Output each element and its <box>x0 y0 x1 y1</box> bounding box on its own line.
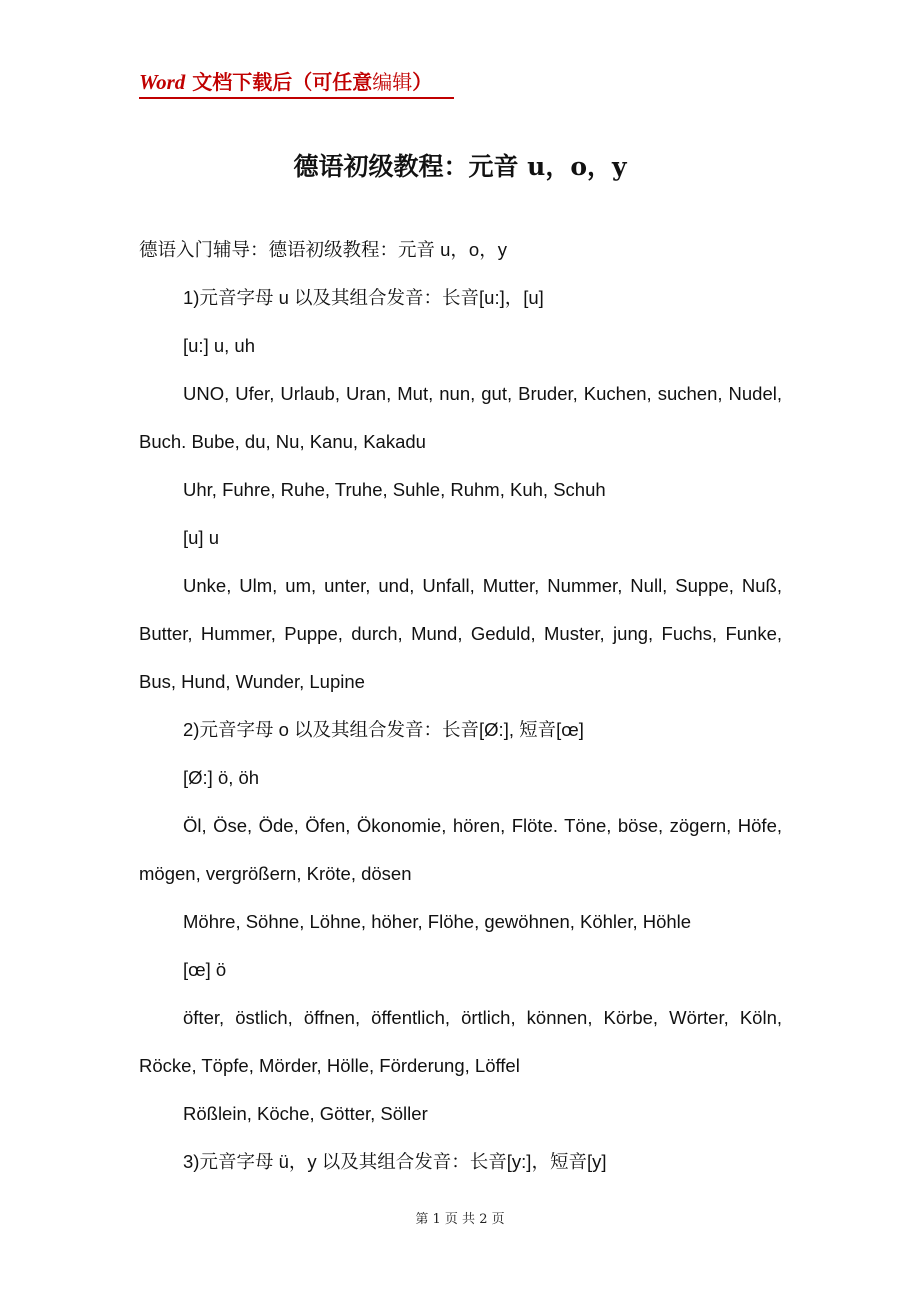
banner-word: Word <box>139 70 186 94</box>
paragraph: Möhre, Söhne, Löhne, höher, Flöhe, gewöhnen, Köhler, Höhle <box>183 911 692 932</box>
paragraph: 2)元音字母 o 以及其组合发音：长音[Ø:], 短音[œ] <box>183 719 584 740</box>
paragraph: Uhr, Fuhre, Ruhe, Truhe, Suhle, Ruhm, Kuh, Schuh <box>183 479 606 500</box>
page-footer: 第 1 页 共 2 页 <box>415 1212 505 1227</box>
banner-text: 文档下载后（可任意 <box>185 70 373 94</box>
paragraph: UNO, Ufer, Urlaub, Uran, Mut, nun, gut, Bruder, Kuchen, suchen, Nudel, Buch. Bube, du, Nu, Kanu, Kakadu <box>139 383 782 452</box>
paragraph: öfter, östlich, öffnen, öffentlich, örtlich, können, Körbe, Wörter, Köln, Röcke, Töpfe, Mörder, Hölle, Förderung, Löffel <box>139 1007 782 1076</box>
paragraph: [u] u <box>183 527 219 548</box>
paragraph: 德语入门辅导：德语初级教程：元音 u，o，y <box>139 239 507 260</box>
paragraph: Rößlein, Köche, Götter, Söller <box>183 1103 428 1124</box>
paragraph: [œ] ö <box>183 959 227 980</box>
banner-edit: 编辑 <box>372 70 413 94</box>
download-banner <box>139 66 454 99</box>
paragraph: [Ø:] ö, öh <box>183 767 260 788</box>
document-body <box>139 226 782 1186</box>
paragraph: Öl, Öse, Öde, Öfen, Ökonomie, hören, Flöte. Töne, böse, zögern, Höfe, mögen, vergrößern, Kröte, dösen <box>139 815 782 884</box>
paragraph: Unke, Ulm, um, unter, und, Unfall, Mutter, Nummer, Null, Suppe, Nuß, Butter, Hummer, Puppe, durch, Mund, Geduld, Muster, jung, Fuchs, Funke, Bus, Hund, Wunder, Lupine <box>139 575 782 692</box>
paragraph: 1)元音字母 u 以及其组合发音：长音[u:]，[u] <box>183 287 544 308</box>
paragraph: [u:] u, uh <box>183 335 255 356</box>
document-title: 德语初级教程：元音 u，o，y <box>293 152 627 181</box>
paragraph: 3)元音字母 ü，y 以及其组合发音：长音[y:]，短音[y] <box>183 1151 607 1172</box>
banner-close: ） <box>412 70 433 94</box>
